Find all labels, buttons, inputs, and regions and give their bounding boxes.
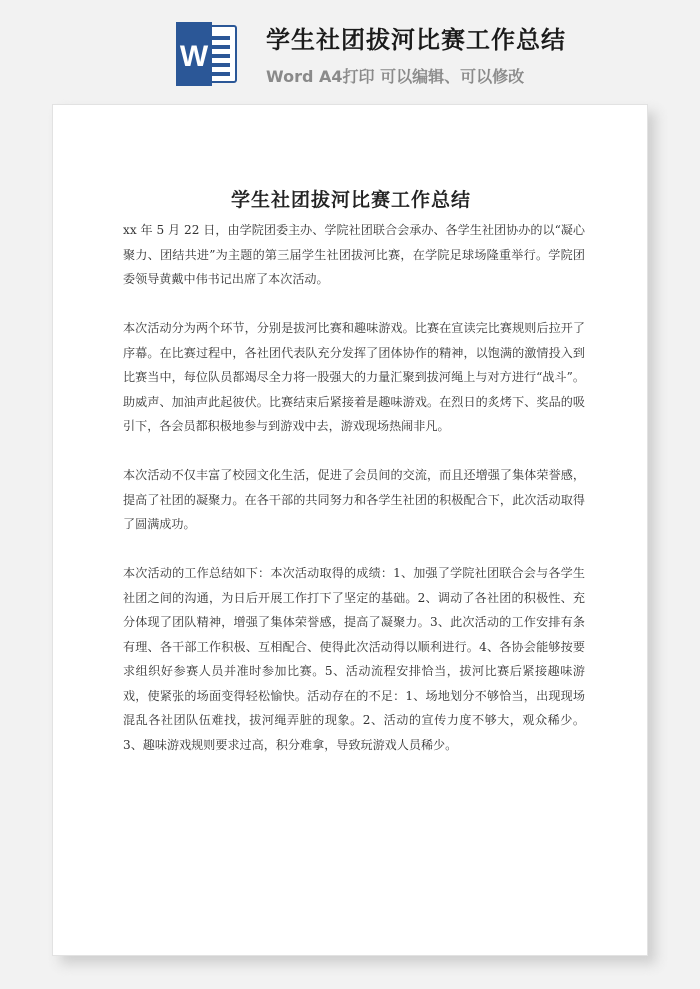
header-subtitle: Word A4打印 可以编辑、可以修改 bbox=[266, 67, 525, 86]
paragraph: 本次活动不仅丰富了校园文化生活，促进了会员间的交流，而且还增强了集体荣誉感，提高了社团的凝聚力。在各干部的共同努力和各学生社团的积极配合下，此次活动取得了圆满成功。 bbox=[123, 468, 585, 531]
header-title: 学生社团拔河比赛工作总结 bbox=[266, 26, 566, 54]
paragraph: xx 年 5 月 22 日，由学院团委主办、学院社团联合会承办、各学生社团协办的以“凝心聚力、团结共进”为主题的第三届学生社团拔河比赛，在学院足球场隆重举行。学院团委领导黄戴中伟书记出席了本次活动。 bbox=[123, 223, 585, 286]
header bbox=[0, 0, 700, 100]
paragraph: 本次活动分为两个环节，分别是拔河比赛和趣味游戏。比赛在宣读完比赛规则后拉开了序幕。在比赛过程中，各社团代表队充分发挥了团体协作的精神，以饱满的激情投入到比赛当中，每位队员都竭尽全力将一股强大的力量汇聚到拔河绳上与对方进行“战斗”。助威声、加油声此起彼伏。比赛结束后紧接着是趣味游戏。在烈日的炙烤下、奖品的吸引下，各会员都积极地参与到游戏中去，游戏现场热闹非凡。 bbox=[123, 321, 585, 433]
word-icon-letter: W bbox=[179, 40, 209, 73]
document-page bbox=[52, 104, 648, 956]
document-title: 学生社团拔河比赛工作总结 bbox=[230, 189, 471, 211]
paragraph: 本次活动的工作总结如下：本次活动取得的成绩：1、加强了学院社团联合会与各学生社团之间的沟通，为日后开展工作打下了坚定的基础。2、调动了各社团的积极性、充分体现了团队精神，增强了集体荣誉感，提高了凝聚力。3、此次活动的工作安排有条有理、各干部工作积极、互相配合、使得此次活动得以顺利进行。4、各协会能够按要求组织好参赛人员并准时参加比赛。5、活动流程安排恰当，拔河比赛后紧接趣味游戏，使紧张的场面变得轻松愉快。活动存在的不足：1、场地划分不够恰当，出现现场混乱各社团队伍难找，拔河绳弄脏的现象。2、活动的宣传力度不够大，观众稀少。3、趣味游戏规则要求过高，积分难拿，导致玩游戏人员稀少。 bbox=[123, 566, 585, 752]
word-document-icon bbox=[176, 22, 238, 86]
document-body bbox=[123, 218, 585, 757]
